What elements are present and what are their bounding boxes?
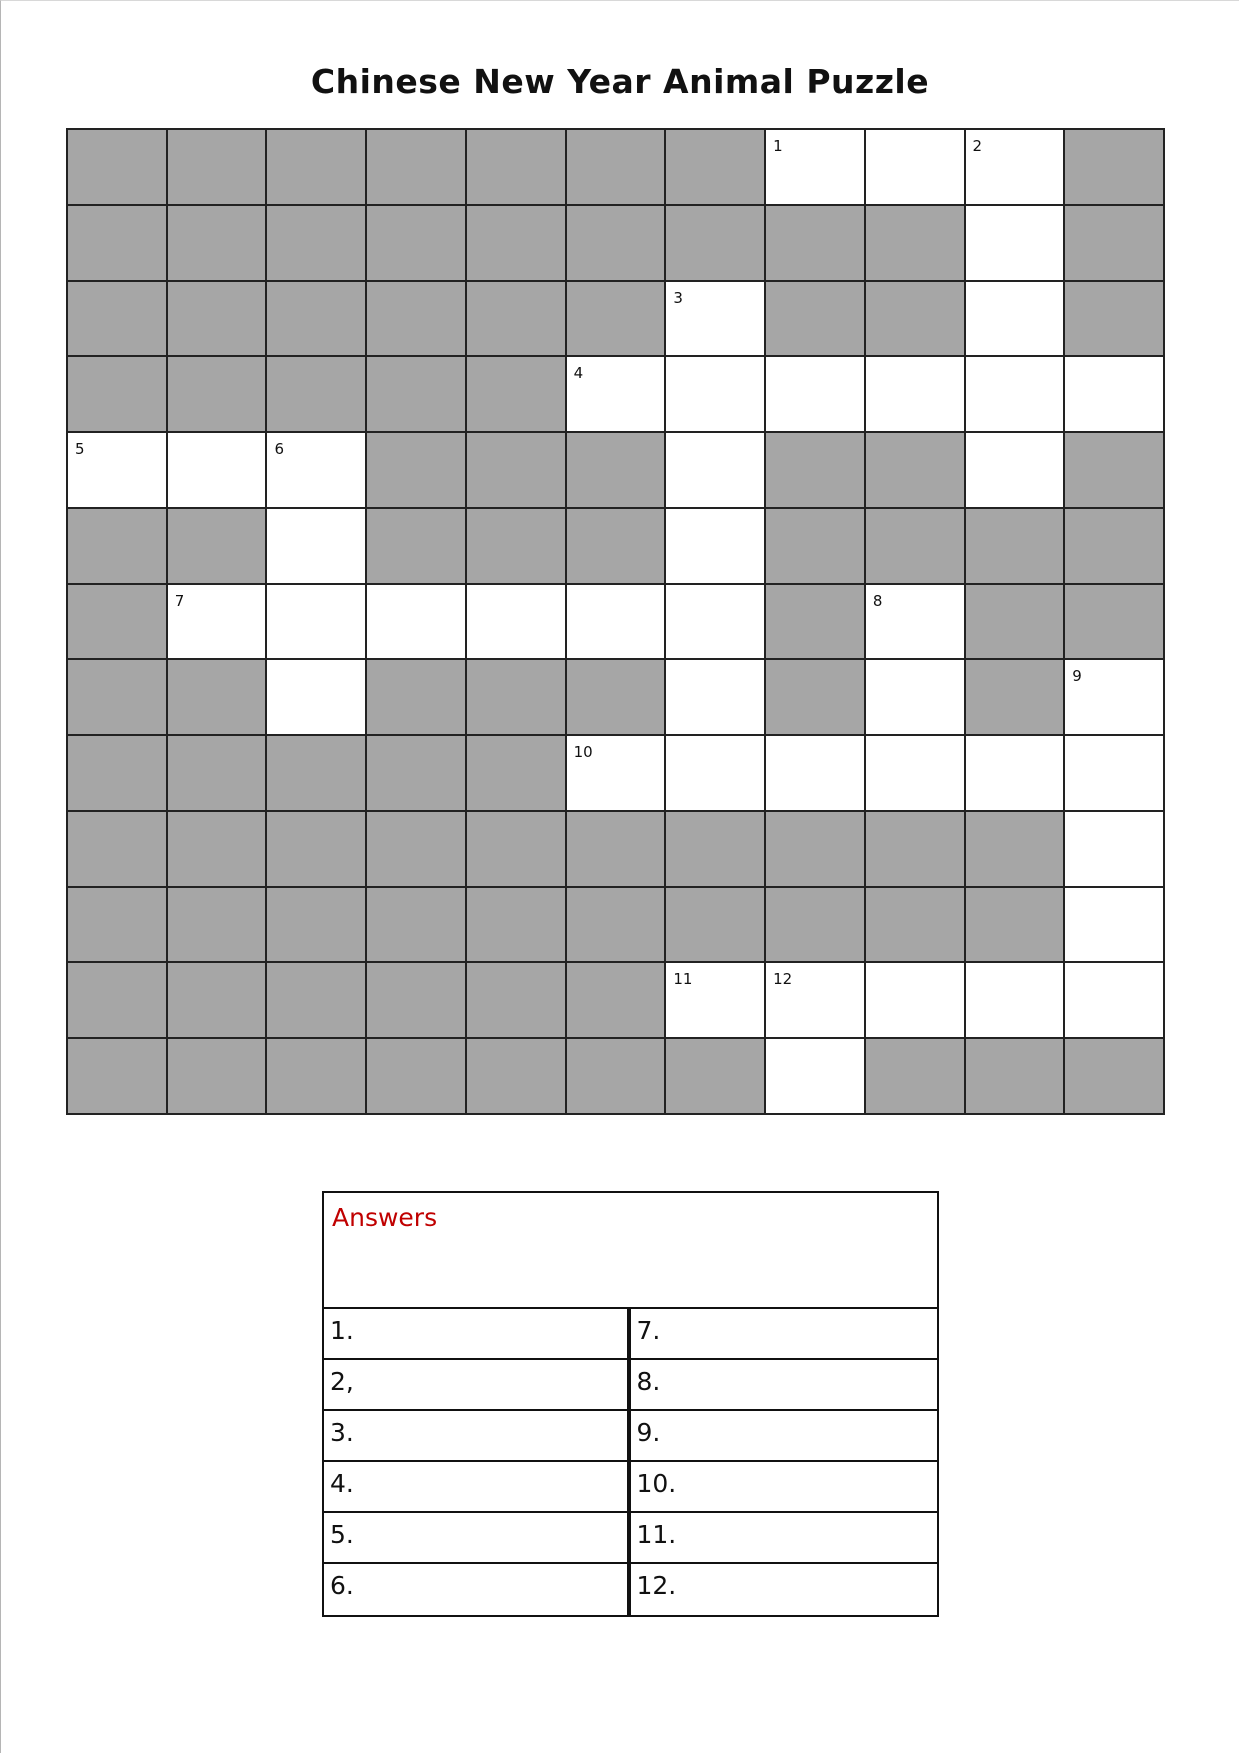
blocked-cell [367, 130, 467, 206]
answer-cell[interactable] [866, 660, 966, 736]
blocked-cell [467, 509, 567, 585]
blocked-cell [766, 660, 866, 736]
answers-heading: Answers [332, 1203, 438, 1232]
blocked-cell [1065, 585, 1165, 661]
answer-cell[interactable] [666, 357, 766, 433]
blocked-cell [68, 585, 168, 661]
blocked-cell [666, 206, 766, 282]
blocked-cell [367, 963, 467, 1039]
answer-cell[interactable] [666, 736, 766, 812]
clue-number: 1 [773, 137, 783, 155]
blocked-cell [966, 585, 1066, 661]
blocked-cell [168, 736, 268, 812]
answer-cell[interactable] [1065, 888, 1165, 964]
blocked-cell [766, 206, 866, 282]
answer-cell[interactable] [966, 963, 1066, 1039]
blocked-cell [267, 282, 367, 358]
blocked-cell [1065, 206, 1165, 282]
blocked-cell [766, 585, 866, 661]
answer-cell[interactable] [966, 206, 1066, 282]
blocked-cell [467, 812, 567, 888]
answer-cell[interactable] [567, 357, 667, 433]
blocked-cell [367, 660, 467, 736]
blocked-cell [567, 282, 667, 358]
clue-number: 9 [1072, 667, 1082, 686]
answer-cell[interactable] [766, 130, 866, 206]
answer-cell[interactable] [467, 585, 567, 661]
blocked-cell [1065, 433, 1165, 509]
blocked-cell [267, 963, 367, 1039]
blocked-cell [68, 282, 168, 358]
blocked-cell [766, 282, 866, 358]
clue-number: 12 [773, 970, 793, 989]
blocked-cell [267, 357, 367, 433]
blocked-cell [567, 888, 667, 964]
answer-cell[interactable] [766, 736, 866, 812]
answer-cell[interactable] [866, 963, 966, 1039]
blocked-cell [168, 282, 268, 358]
blocked-cell [467, 433, 567, 509]
blocked-cell [966, 812, 1066, 888]
blocked-cell [367, 812, 467, 888]
clue-number: 4 [573, 364, 584, 383]
blocked-cell [367, 1039, 467, 1115]
blocked-cell [666, 130, 766, 206]
blocked-cell [168, 888, 268, 964]
answer-line[interactable]: 8. [631, 1360, 938, 1411]
answer-cell[interactable] [1065, 963, 1165, 1039]
blocked-cell [267, 888, 367, 964]
blocked-cell [68, 130, 168, 206]
answer-cell[interactable] [766, 1039, 866, 1115]
blocked-cell [966, 1039, 1066, 1115]
blocked-cell [866, 888, 966, 964]
blocked-cell [766, 888, 866, 964]
crossword-grid [66, 128, 1165, 1115]
blocked-cell [267, 206, 367, 282]
answer-cell[interactable] [666, 433, 766, 509]
answer-cell[interactable] [666, 963, 766, 1039]
blocked-cell [467, 963, 567, 1039]
blocked-cell [567, 433, 667, 509]
answer-cell[interactable] [766, 357, 866, 433]
clue-number: 5 [75, 440, 85, 459]
blocked-cell [666, 888, 766, 964]
answer-cell[interactable] [666, 585, 766, 661]
blocked-cell [666, 812, 766, 888]
clue-number: 8 [872, 591, 883, 610]
answer-cell[interactable] [267, 585, 367, 661]
blocked-cell [467, 1039, 567, 1115]
blocked-cell [766, 812, 866, 888]
blocked-cell [267, 1039, 367, 1115]
blocked-cell [966, 660, 1066, 736]
answer-cell[interactable] [966, 130, 1066, 206]
clue-number: 6 [274, 440, 284, 459]
blocked-cell [567, 963, 667, 1039]
blocked-cell [367, 509, 467, 585]
answer-line[interactable]: 2, [324, 1360, 631, 1411]
answer-cell[interactable] [267, 660, 367, 736]
blocked-cell [367, 357, 467, 433]
answer-cell[interactable] [866, 736, 966, 812]
answers-header [324, 1193, 937, 1309]
blocked-cell [68, 660, 168, 736]
blocked-cell [1065, 130, 1165, 206]
answer-line[interactable]: 12. [636, 1571, 677, 1600]
blocked-cell [367, 433, 467, 509]
answer-cell[interactable] [966, 736, 1066, 812]
answer-cell[interactable] [966, 433, 1066, 509]
puzzle-title: Chinese New Year Animal Puzzle [310, 62, 930, 101]
blocked-cell [467, 357, 567, 433]
blocked-cell [68, 357, 168, 433]
answer-line[interactable]: 9. [631, 1411, 938, 1462]
answer-cell[interactable] [567, 736, 667, 812]
answer-cell[interactable] [866, 130, 966, 206]
answer-cell[interactable] [567, 585, 667, 661]
answer-cell[interactable] [766, 963, 866, 1039]
answer-cell[interactable] [1065, 660, 1165, 736]
answer-line[interactable]: 6. [324, 1564, 631, 1615]
blocked-cell [766, 433, 866, 509]
clue-number: 10 [573, 743, 593, 762]
answer-cell[interactable] [1065, 812, 1165, 888]
blocked-cell [68, 888, 168, 964]
blocked-cell [1065, 282, 1165, 358]
blocked-cell [666, 1039, 766, 1115]
blocked-cell [68, 206, 168, 282]
blocked-cell [367, 888, 467, 964]
answer-line[interactable]: 11. [631, 1513, 938, 1564]
answer-cell[interactable] [168, 585, 268, 661]
answer-cell[interactable] [666, 660, 766, 736]
blocked-cell [68, 509, 168, 585]
blocked-cell [866, 433, 966, 509]
answers-grid [324, 1309, 937, 1615]
blocked-cell [467, 282, 567, 358]
blocked-cell [367, 206, 467, 282]
answer-line[interactable]: 5. [324, 1513, 631, 1564]
blocked-cell [68, 963, 168, 1039]
answer-line[interactable]: 7. [631, 1309, 938, 1360]
blocked-cell [866, 812, 966, 888]
answer-line[interactable]: 3. [324, 1411, 631, 1462]
answer-cell[interactable] [267, 433, 367, 509]
answer-line[interactable]: 10. [631, 1462, 938, 1513]
blocked-cell [68, 1039, 168, 1115]
answer-cell[interactable] [666, 509, 766, 585]
blocked-cell [467, 888, 567, 964]
blocked-cell [168, 812, 268, 888]
blocked-cell [766, 509, 866, 585]
blocked-cell [467, 736, 567, 812]
answer-cell[interactable] [267, 509, 367, 585]
blocked-cell [467, 206, 567, 282]
blocked-cell [267, 812, 367, 888]
blocked-cell [567, 509, 667, 585]
clue-number: 3 [673, 288, 683, 307]
blocked-cell [68, 812, 168, 888]
blocked-cell [168, 963, 268, 1039]
blocked-cell [966, 509, 1066, 585]
blocked-cell [168, 357, 268, 433]
answer-line[interactable]: 4. [324, 1462, 631, 1513]
answer-cell[interactable] [1065, 736, 1165, 812]
blocked-cell [267, 736, 367, 812]
blocked-cell [567, 812, 667, 888]
answer-cell[interactable] [966, 357, 1066, 433]
blocked-cell [966, 888, 1066, 964]
answer-line[interactable]: 1. [324, 1309, 631, 1360]
answer-cell[interactable] [367, 585, 467, 661]
answer-cell[interactable] [966, 282, 1066, 358]
answer-cell[interactable] [68, 433, 168, 509]
blocked-cell [367, 736, 467, 812]
blocked-cell [567, 206, 667, 282]
blocked-cell [168, 206, 268, 282]
answer-cell[interactable] [666, 282, 766, 358]
blocked-cell [866, 206, 966, 282]
clue-number: 7 [174, 591, 185, 610]
answer-cell[interactable] [1065, 357, 1165, 433]
blocked-cell [866, 1039, 966, 1115]
blocked-cell [168, 660, 268, 736]
blocked-cell [567, 1039, 667, 1115]
clue-number: 11 [673, 970, 693, 989]
answer-cell[interactable] [866, 357, 966, 433]
blocked-cell [168, 509, 268, 585]
blocked-cell [1065, 509, 1165, 585]
blocked-cell [367, 282, 467, 358]
clue-number: 2 [972, 137, 983, 155]
blocked-cell [1065, 1039, 1165, 1115]
blocked-cell [168, 130, 268, 206]
blocked-cell [567, 130, 667, 206]
blocked-cell [467, 660, 567, 736]
blocked-cell [567, 660, 667, 736]
blocked-cell [68, 736, 168, 812]
blocked-cell [866, 509, 966, 585]
answer-cell[interactable] [168, 433, 268, 509]
answer-cell[interactable] [866, 585, 966, 661]
blocked-cell [168, 1039, 268, 1115]
blocked-cell [866, 282, 966, 358]
blocked-cell [467, 130, 567, 206]
answers-table [322, 1191, 939, 1617]
blocked-cell [267, 130, 367, 206]
